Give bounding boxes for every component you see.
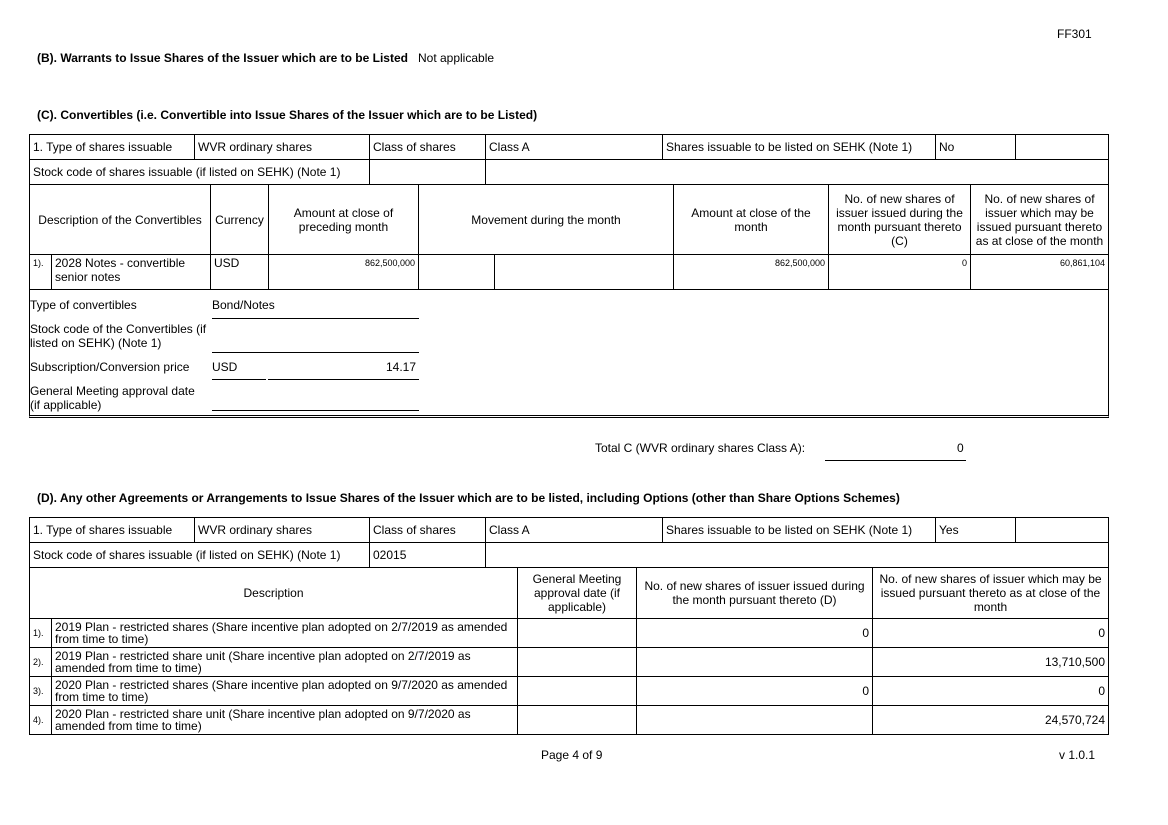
d-row-may-issue: 0 — [873, 619, 1109, 648]
section-c-header-table — [29, 134, 1109, 185]
d-row-may-issue: 0 — [873, 677, 1109, 706]
c-detail-type-label: Type of convertibles — [30, 298, 137, 312]
c-detail-price-value: 14.17 — [386, 360, 417, 374]
c-row-description: 2028 Notes - convertible senior notes — [52, 255, 211, 290]
c-stock-code-label: Stock code of shares issuable (if listed on SEHK) (Note 1) — [30, 160, 370, 185]
c-row-index: 1). — [30, 255, 52, 290]
c-row-amount-close: 862,500,000 — [674, 255, 829, 290]
d-class-value: Class A — [486, 518, 663, 543]
d-row-issued — [637, 706, 873, 735]
c-row-movement-a — [419, 255, 495, 290]
section-c-columns — [29, 184, 1109, 255]
d-row-issued — [637, 648, 873, 677]
d-row-description-text: 2020 Plan - restricted shares (Share incentive plan adopted on 9/7/2020 as amended from time to time) — [55, 678, 508, 704]
c-detail-price-label: Subscription/Conversion price — [30, 360, 190, 374]
d-type-value: WVR ordinary shares — [195, 518, 370, 543]
d-row-issued: 0 — [637, 619, 873, 648]
d-row-approval — [518, 619, 637, 648]
d-row-approval — [518, 648, 637, 677]
d-row-approval — [518, 706, 637, 735]
d-stock-code-value: 02015 — [370, 543, 486, 568]
c-stock-code-value — [370, 160, 486, 185]
d-row-description-text: 2019 Plan - restricted share unit (Share incentive plan adopted on 2/7/2019 as amended from time to time) — [55, 649, 471, 675]
table-row — [30, 619, 1109, 648]
section-b — [37, 51, 494, 65]
c-class-label: Class of shares — [370, 135, 486, 160]
c-class-value: Class A — [486, 135, 663, 160]
d-row-description — [52, 677, 518, 706]
c-detail-currency-line — [212, 379, 266, 380]
c-col-description: Description of the Convertibles — [30, 185, 211, 255]
c-total-label: Total C (WVR ordinary shares Class A): — [595, 441, 806, 455]
d-row-description-text: 2019 Plan - restricted shares (Share incentive plan adopted on 2/7/2019 as amended from time to time) — [55, 620, 508, 646]
c-row-may-issue: 60,861,104 — [971, 255, 1109, 290]
c-stock-code-blank — [486, 160, 1109, 185]
c-type-value: WVR ordinary shares — [195, 135, 370, 160]
d-row-index: 1). — [30, 619, 52, 648]
d-col-issued: No. of new shares of issuer issued during the month pursuant thereto (D) — [637, 568, 873, 619]
section-c-details — [29, 289, 1109, 418]
d-stock-code-blank — [486, 543, 1109, 568]
d-listed-value: Yes — [936, 518, 1016, 543]
c-col-may-issue: No. of new shares of issuer which may be issued pursuant thereto as at close of the month — [971, 185, 1109, 255]
section-d-header-table — [29, 517, 1109, 568]
section-c-title: (C). Convertibles (i.e. Convertible into Issue Shares of the Issuer which are to be Listed) — [37, 108, 538, 122]
section-b-title: (B). Warrants to Issue Shares of the Issuer which are to be Listed — [37, 51, 408, 65]
c-col-amount-prev: Amount at close of preceding month — [269, 185, 419, 255]
c-row-amount-prev: 862,500,000 — [269, 255, 419, 290]
d-row-description-text: 2020 Plan - restricted share unit (Share incentive plan adopted on 9/7/2020 as amended from time to time) — [55, 707, 471, 733]
table-row — [30, 706, 1109, 735]
c-row-new-issued: 0 — [829, 255, 971, 290]
c-col-amount-close: Amount at close of the month — [674, 185, 829, 255]
c-row-movement-b — [495, 255, 674, 290]
c-listed-label: Shares issuable to be listed on SEHK (Note 1) — [663, 135, 936, 160]
d-col-approval: General Meeting approval date (if applicable) — [518, 568, 637, 619]
d-row-index: 3). — [30, 677, 52, 706]
table-row — [30, 677, 1109, 706]
section-d-table — [29, 567, 1109, 735]
page-number: Page 4 of 9 — [541, 748, 603, 762]
c-detail-type-line — [212, 318, 419, 319]
c-listed-value: No — [936, 135, 1016, 160]
d-row-description — [52, 648, 518, 677]
form-code: FF301 — [1057, 27, 1092, 41]
section-c-row — [29, 254, 1109, 290]
d-row-description — [52, 706, 518, 735]
c-total-line — [825, 460, 966, 461]
c-detail-price-currency: USD — [212, 360, 238, 374]
section-b-status: Not applicable — [417, 51, 495, 65]
c-col-new-issued: No. of new shares of issuer issued during the month pursuant thereto (C) — [829, 185, 971, 255]
c-detail-approval-label: General Meeting approval date (if applicable) — [30, 384, 195, 412]
table-row — [30, 648, 1109, 677]
d-row-issued: 0 — [637, 677, 873, 706]
c-row-currency: USD — [211, 255, 269, 290]
c-col-currency: Currency — [211, 185, 269, 255]
d-col-description: Description — [30, 568, 518, 619]
c-total-value: 0 — [957, 441, 964, 455]
form-version: v 1.0.1 — [1059, 748, 1096, 762]
c-empty-cell — [1016, 135, 1109, 160]
d-listed-label: Shares issuable to be listed on SEHK (Note 1) — [663, 518, 936, 543]
c-detail-stock-label: Stock code of the Convertibles (if listed on SEHK) (Note 1) — [30, 322, 207, 350]
c-detail-stock-line — [212, 352, 419, 353]
d-row-index: 2). — [30, 648, 52, 677]
d-row-may-issue: 13,710,500 — [873, 648, 1109, 677]
c-type-label: 1. Type of shares issuable — [30, 135, 195, 160]
d-row-index: 4). — [30, 706, 52, 735]
d-type-label: 1. Type of shares issuable — [30, 518, 195, 543]
d-col-may-issue: No. of new shares of issuer which may be issued pursuant thereto as at close of the month — [873, 568, 1109, 619]
c-col-movement: Movement during the month — [419, 185, 674, 255]
c-detail-price-line — [268, 379, 419, 380]
c-detail-type-value: Bond/Notes — [212, 298, 275, 312]
d-stock-code-label: Stock code of shares issuable (if listed on SEHK) (Note 1) — [30, 543, 370, 568]
c-detail-approval-line — [212, 410, 419, 411]
d-row-approval — [518, 677, 637, 706]
d-class-label: Class of shares — [370, 518, 486, 543]
d-empty-cell — [1016, 518, 1109, 543]
d-row-description — [52, 619, 518, 648]
d-row-may-issue: 24,570,724 — [873, 706, 1109, 735]
section-d-title: (D). Any other Agreements or Arrangements to Issue Shares of the Issuer which are to be listed, including Options (other than Share Options Schemes) — [37, 491, 900, 505]
